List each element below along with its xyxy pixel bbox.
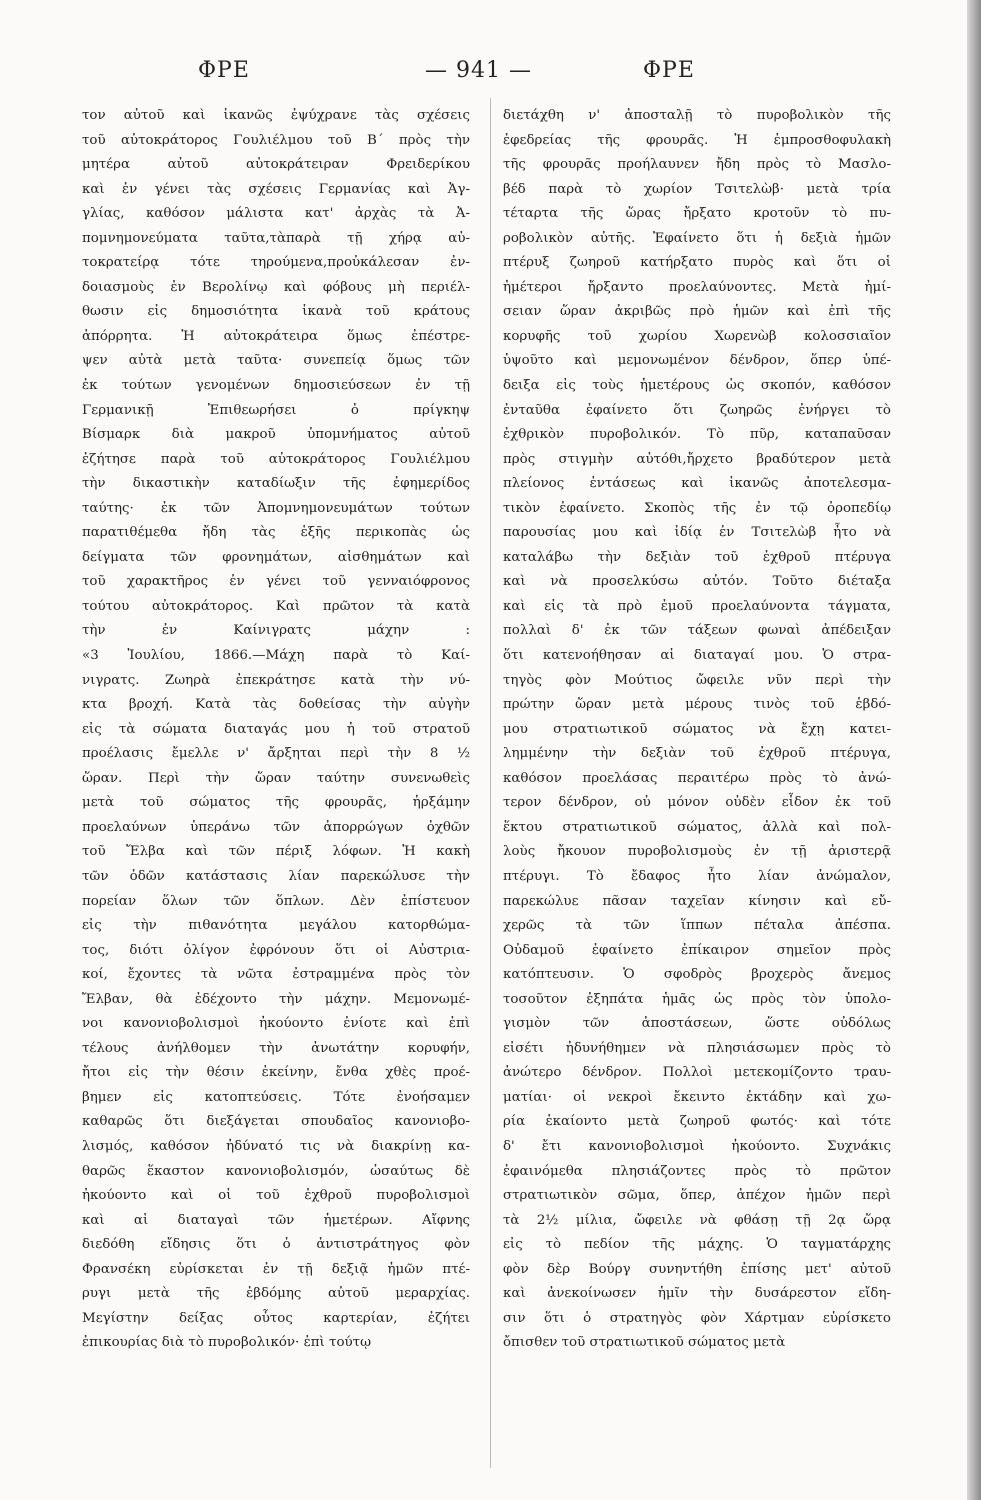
text-line: ἐζήτησε παρὰ τοῦ αὐτοκράτορος Γουλιέλμου [82, 451, 470, 467]
text-line: λημμένην τὴν δεξιὰν τοῦ ἐχθροῦ πτέρυγα, [503, 746, 891, 762]
text-line: θαρῶς ἕκαστον κανονιοβολισμόν, ὡσαύτως δὲ [82, 1163, 470, 1179]
text-line: θωσιν εἰς δημοσιότητα ἱκανὰ τοῦ κράτους [82, 304, 470, 320]
text-line: δειξα εἰς τοὺς ἡμετέρους ὡς σκοπόν, καθόσον [503, 378, 891, 394]
text-line: πτέρυξ ζωηροῦ κατήρξατο πυρὸς καὶ ὅτι οἱ [503, 255, 891, 271]
text-line: Φρανσέκη εὑρίσκεται ἐν τῇ δεξιᾷ ἡμῶν πτέ- [82, 1261, 470, 1277]
page-edge-shadow [967, 0, 981, 1500]
text-line: ἐφαινόμεθα πλησιάζοντες πρὸς τὸ πρῶτον [503, 1163, 891, 1179]
text-line: πτέρυγι. Τὸ ἔδαφος ἦτο λίαν ἀνώμαλον, [503, 868, 891, 884]
text-line: Οὐδαμοῦ ἐφαίνετο ἐπίκαιρον σημεῖον πρὸς [503, 942, 891, 958]
text-line: ἐνταῦθα ἐφαίνετο ὅτι ζωηρῶς ἐνήργει τὸ [503, 402, 891, 418]
text-line: ροβολικὸν αὐτῆς. Ἐφαίνετο ὅτι ἡ δεξιὰ ἡμῶν [503, 230, 891, 246]
text-line: παρατιθέμεθα ἤδη τὰς ἑξῆς περικοπὰς ὡς [82, 525, 470, 541]
text-line: βημεν εἰς κατοπτεύσεις. Τότε ἐνοήσαμεν [82, 1089, 470, 1105]
text-line: εἰς τὴν πιθανότητα μεγάλου κατορθώμα- [82, 918, 470, 934]
text-line: «3 Ἰουλίου, 1866.—Μάχη παρὰ τὸ Καί- [82, 648, 470, 664]
text-line: ἠκούοντο καὶ οἱ τοῦ ἐχθροῦ πυροβολισμοὶ [82, 1188, 470, 1204]
text-line: ματίαι· οἱ νεκροὶ ἔκειντο ἐκτάδην καὶ χω- [503, 1089, 891, 1105]
text-line: τῆς φρουρᾶς προήλαυνεν ἤδη πρὸς τὸ Μασλο- [503, 157, 891, 173]
text-line: Ἔλβαν, θὰ ἐδέχοντο τὴν μάχην. Μεμονωμέ- [82, 991, 470, 1007]
text-line: μετὰ τοῦ σώματος τῆς φρουρᾶς, ἠρξάμην [82, 795, 470, 811]
text-line: τὴν δικαστικὴν καταδίωξιν τῆς ἐφημερίδος [82, 476, 470, 492]
text-line: προέλασις ἔμελλε ν' ἄρξηται περὶ τὴν 8 ½ [82, 746, 470, 762]
text-line: τὰ 2½ μίλια, ὤφειλε νὰ φθάσῃ τῇ 2ᾳ ὥρᾳ [503, 1212, 891, 1228]
text-line: τερον δένδρον, οὐ μόνον οὐδὲν εἶδον ἐκ τοῦ [503, 795, 891, 811]
text-line: καὶ ἀνεκοίνωσεν ἡμῖν τὴν δυσάρεστον εἴδη- [503, 1286, 891, 1302]
text-line: νιγρατς. Ζωηρὰ ἐπεκράτησε κατὰ τὴν νύ- [82, 672, 470, 688]
text-line: τὴν ἐν Καίνιγρατς μάχην : [82, 623, 470, 639]
text-line: τοῦ αὐτοκράτορος Γουλιέλμου τοῦ Β΄ πρὸς τὴν [82, 132, 470, 148]
text-line: κατόπτευσιν. Ὁ σφοδρὸς βροχερὸς ἄνεμος [503, 967, 891, 983]
text-line: Βίσμαρκ διὰ μακροῦ ὑπομνήματος αὐτοῦ [82, 427, 470, 443]
text-line: δείγματα τῶν φρονημάτων, αἰσθημάτων καὶ [82, 549, 470, 565]
text-line: τοσοῦτον ἐξηπάτα ἡμᾶς ὡς πρὸς τὸν ὑπολο- [503, 991, 891, 1007]
text-line: παρουσίας μου καὶ ἰδίᾳ ἐν Τσιτελὼβ ἦτο νὰ [503, 525, 891, 541]
header-right-keyword: ΦΡΕ [643, 58, 695, 83]
text-line: φὸν δὲρ Βούργ συνηντήθη ἐπίσης μετ' αὐτοῦ [503, 1261, 891, 1277]
text-line: ἐπικουρίας διὰ τὸ πυροβολικόν· ἐπὶ τούτῳ [82, 1335, 371, 1351]
text-line: πομνημονεύματα ταῦτα,τὰπαρὰ τῇ χήρᾳ αὐ- [82, 230, 470, 246]
text-line: καὶ αἱ διαταγαὶ τῶν ἡμετέρων. Αἴφνης [82, 1212, 470, 1228]
text-line: χερῶς τὰ τῶν ἵππων πέταλα ἀπέσπα. [503, 918, 891, 934]
text-line: τος, διότι ὀλίγον ἐφρόνουν ὅτι οἱ Αὐστρια- [82, 942, 470, 958]
text-line: καταλάβω τὴν δεξιὰν τοῦ ἐχθροῦ πτέρυγα [503, 549, 891, 565]
left-column [82, 104, 470, 1356]
text-line: καθαρῶς ὅτι διεξάγεται σπουδαῖος κανονιοβο- [82, 1114, 470, 1130]
text-line: ἀνώτερο δένδρον. Πολλοὶ μετεκομίζοντο τραυ- [503, 1065, 891, 1081]
text-line: δοιασμοὺς ἐν Βερολίνῳ καὶ φόβους μὴ περιέλ- [82, 279, 470, 295]
text-line: ὅτι κατενοήθησαν αἱ διαταγαί μου. Ὁ στρα- [503, 648, 891, 664]
text-line: πρὸς στιγμὴν αὐτόθι,ἤρχετο βραδύτερον μετὰ [503, 451, 891, 467]
text-line: ἡμέτεροι ἤρξαντο προελαύνοντες. Μετὰ ἡμί- [503, 279, 891, 295]
text-line: τέλους ἀνήλθομεν τὴν ἀνωτάτην κορυφήν, [82, 1040, 470, 1056]
text-line: ἕκτου στρατιωτικοῦ σώματος, ἀλλὰ καὶ πολ- [503, 819, 891, 835]
text-line: κοί, ἔχοντες τὰ νῶτα ἐστραμμένα πρὸς τὸν [82, 967, 470, 983]
page-number: — 941 — [425, 58, 532, 83]
text-line: ψεν αὐτὰ μετὰ ταῦτα· συνεπείᾳ ὅμως τῶν [82, 353, 470, 369]
text-line: στρατιωτικὸν σῶμα, ὅπερ, ἀπέχον ἡμῶν περὶ [503, 1188, 891, 1204]
page-header [0, 58, 981, 98]
text-line: λισμός, καθόσον ἠδύνατό τις νὰ διακρίνῃ κα- [82, 1138, 470, 1154]
text-line: εἰσέτι ἠδυνήθημεν νὰ πλησιάσωμεν πρὸς τὸ [503, 1040, 891, 1056]
text-line: εἰς τὰ σώματα διαταγάς μου ἡ τοῦ στρατοῦ [82, 721, 470, 737]
text-line: γισμὸν τῶν ἀποστάσεων, ὥστε οὐδόλως [503, 1016, 891, 1032]
text-line: ἀπόρρητα. Ἡ αὐτοκράτειρα ὅμως ἐπέστρε- [82, 328, 470, 344]
text-line: παρεκώλυε πᾶσαν ταχεῖαν κίνησιν καὶ εὔ- [503, 893, 891, 909]
text-line: εἰς τὸ πεδίον τῆς μάχης. Ὁ ταγματάρχης [503, 1237, 891, 1253]
text-line: τηγὸς φὸν Μούτιος ὤφειλε νῦν περὶ τὴν [503, 672, 891, 688]
text-line: καθόσον προελάσας περαιτέρω πρὸς τὸ ἀνώ- [503, 770, 891, 786]
text-line: ὄπισθεν τοῦ στρατιωτικοῦ σώματος μετὰ [503, 1335, 786, 1351]
text-line: τοκρατείρᾳ τότε τηρούμενα,προὐκάλεσαν ἐν- [82, 255, 470, 271]
text-line: ἐφεδρείας τῆς φρουρᾶς. Ἡ ἐμπροσθοφυλακὴ [503, 132, 891, 148]
text-line: δ' ἔτι κανονιοβολισμοὶ ἠκούοντο. Συχνάκις [503, 1138, 891, 1154]
text-line: μου στρατιωτικοῦ σώματος νὰ ἔχῃ κατει- [503, 721, 891, 737]
text-line: Γερμανικῇ Ἐπιθεωρήσει ὁ πρίγκηψ [82, 402, 470, 418]
text-line: Μεγίστην δείξας οὗτος καρτερίαν, ἐζήτει [82, 1310, 470, 1326]
text-line: τούτου αὐτοκράτορος. Καὶ πρῶτον τὰ κατὰ [82, 598, 470, 614]
text-line: ταύτης· ἐκ τῶν Ἀπομνημονευμάτων τούτων [82, 500, 470, 516]
text-line: καὶ εἰς τὰ πρὸ ἐμοῦ προελαύνοντα τάγματα, [503, 598, 891, 614]
text-line: ρυγι μετὰ τῆς ἑβδόμης αὐτοῦ μεραρχίας. [82, 1286, 470, 1302]
text-line: τοῦ Ἔλβα καὶ τῶν πέριξ λόφων. Ἡ κακὴ [82, 844, 470, 860]
text-line: μητέρα αὐτοῦ αὐτοκράτειραν Φρειδερίκου [82, 157, 470, 173]
text-line: νοι κανονιοβολισμοὶ ἠκούοντο ἐνίοτε καὶ ἐπὶ [82, 1016, 470, 1032]
header-left-keyword: ΦΡΕ [198, 58, 250, 83]
text-line: καὶ ἐν γένει τὰς σχέσεις Γερμανίας καὶ Ἀγ- [82, 181, 470, 197]
text-line: πορείαν ὅλων τῶν ὅπλων. Δὲν ἐπίστευον [82, 893, 470, 909]
text-line: διεδόθη εἴδησις ὅτι ὁ ἀντιστράτηγος φὸν [82, 1237, 470, 1253]
text-line: ἤτοι εἰς τὴν θέσιν ἐκείνην, ἔνθα χθὲς προέ- [82, 1065, 470, 1081]
text-line: διετάχθη ν' ἀποσταλῇ τὸ πυροβολικὸν τῆς [503, 108, 891, 123]
text-line: τον αὐτοῦ καὶ ἱκανῶς ἐψύχρανε τὰς σχέσεις [82, 108, 470, 123]
text-line: ὥραν. Περὶ τὴν ὥραν ταύτην συνενωθεὶς [82, 770, 470, 786]
text-line: καὶ νὰ προσελκύσω αὐτόν. Τοῦτο διέταξα [503, 574, 891, 590]
text-line: τέταρτα τῆς ὥρας ἤρξατο κροτοῦν τὸ πυ- [503, 206, 891, 222]
text-line: ρία ἐκαίοντο μετὰ ζωηροῦ φωτός· καὶ τότε [503, 1114, 891, 1130]
text-line: τοῦ χαρακτῆρος ἐν γένει τοῦ γενναιόφρονος [82, 574, 470, 590]
text-line: τικὸν ἐφαίνετο. Σκοπὸς τῆς ἐν τῷ ὀροπεδίῳ [503, 500, 891, 516]
text-line: κορυφῆς τοῦ χωρίου Χωρενὼβ κολοσσιαῖον [503, 328, 891, 344]
text-line: κτα βροχή. Κατὰ τὰς δοθείσας τὴν αὐγὴν [82, 697, 470, 713]
text-line: προελαύνων ὑπεράνω τῶν ἀπορρώγων ὀχθῶν [82, 819, 470, 835]
text-line: σιν ὅτι ὁ στρατηγὸς φὸν Χάρτμαν εὑρίσκετο [503, 1310, 891, 1326]
text-line: σειαν ὥραν ἀκριβῶς πρὸ ἡμῶν καὶ ἐπὶ τῆς [503, 304, 891, 320]
text-line: πρώτην ὥραν μετὰ μέρους τινὸς τοῦ ἑβδό- [503, 697, 891, 713]
right-column [503, 104, 891, 1356]
text-line: λοὺς ἤκουον πυροβολισμοὺς ἐν τῇ ἀριστερᾷ [503, 844, 891, 860]
text-line: πολλαὶ δ' ἐκ τῶν τάξεων φωναὶ ἀπέδειξαν [503, 623, 891, 639]
text-line: βέδ παρὰ τὸ χωρίον Τσιτελὼβ· μετὰ τρία [503, 181, 891, 197]
text-line: γλίας, καθόσον μάλιστα κατ' ἀρχὰς τὰ Ἀ- [82, 206, 470, 222]
text-line: πλείονος ἐντάσεως καὶ ἱκανῶς ἀποτελεσμα- [503, 476, 891, 492]
text-line: ἐκ τούτων γενομένων δημοσιεύσεων ἐν τῇ [82, 378, 470, 394]
column-divider [490, 98, 491, 1468]
text-line: ἐχθρικὸν πυροβολικόν. Τὸ πῦρ, καταπαῦσαν [503, 427, 891, 443]
text-line: ὑψοῦτο καὶ μεμονωμένον δένδρον, ὅπερ ὑπέ- [503, 353, 891, 369]
text-line: τῶν ὁδῶν κατάστασις λίαν παρεκώλυσε τὴν [82, 868, 470, 884]
